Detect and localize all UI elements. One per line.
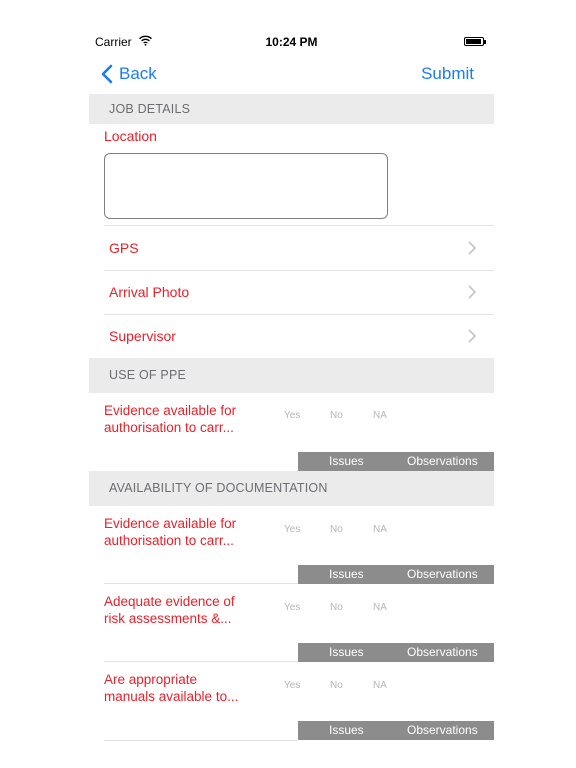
observations-button[interactable]: Observations <box>407 723 478 737</box>
back-button[interactable] <box>101 62 157 86</box>
option-na[interactable]: NA <box>373 680 387 691</box>
question-text <box>104 403 256 436</box>
question-line: Evidence available for <box>104 403 237 418</box>
question-line: Evidence available for <box>104 516 237 531</box>
section-header-availability: AVAILABILITY OF DOCUMENTATION <box>89 471 494 506</box>
question-line: manuals available to... <box>104 688 239 704</box>
option-na[interactable]: NA <box>373 410 387 421</box>
question-text <box>104 594 256 627</box>
row-arrival-photo[interactable] <box>89 270 494 314</box>
chevron-right-icon <box>468 241 476 255</box>
option-yes[interactable]: Yes <box>284 410 301 421</box>
question-line: risk assessments &... <box>104 610 232 626</box>
action-bar <box>298 721 494 740</box>
section-header-job-details: JOB DETAILS <box>89 94 494 124</box>
issues-button[interactable]: Issues <box>329 567 364 581</box>
action-bar <box>298 565 494 584</box>
phone-screen <box>89 28 494 768</box>
supervisor-label: Supervisor <box>109 328 176 344</box>
action-bar <box>298 452 494 471</box>
issues-button[interactable]: Issues <box>329 723 364 737</box>
location-input[interactable] <box>104 153 388 219</box>
carrier-label: Carrier <box>95 35 132 49</box>
issues-button[interactable]: Issues <box>329 645 364 659</box>
action-bar <box>298 643 494 662</box>
navigation-bar <box>89 56 494 94</box>
question-line: authorisation to carr... <box>104 532 234 548</box>
divider <box>104 740 298 741</box>
question-line: authorisation to carr... <box>104 419 234 435</box>
location-label: Location <box>104 128 157 144</box>
observations-button[interactable]: Observations <box>407 454 478 468</box>
option-no[interactable]: No <box>330 602 343 613</box>
status-bar <box>89 28 494 56</box>
battery-icon <box>464 37 484 46</box>
chevron-right-icon <box>468 329 476 343</box>
chevron-right-icon <box>468 285 476 299</box>
option-no[interactable]: No <box>330 680 343 691</box>
option-na[interactable]: NA <box>373 524 387 535</box>
gps-label: GPS <box>109 240 139 256</box>
question-line: Adequate evidence of <box>104 594 235 609</box>
question-text <box>104 672 256 705</box>
divider <box>104 661 298 662</box>
section-header-use-of-ppe: USE OF PPE <box>89 358 494 393</box>
option-na[interactable]: NA <box>373 602 387 613</box>
observations-button[interactable]: Observations <box>407 645 478 659</box>
submit-button[interactable]: Submit <box>421 64 474 83</box>
row-gps[interactable] <box>89 226 494 270</box>
option-no[interactable]: No <box>330 524 343 535</box>
question-text <box>104 516 256 549</box>
divider <box>104 583 298 584</box>
issues-button[interactable]: Issues <box>329 454 364 468</box>
arrival-photo-label: Arrival Photo <box>109 284 190 300</box>
question-line: Are appropriate <box>104 672 198 687</box>
chevron-left-icon <box>101 64 113 84</box>
observations-button[interactable]: Observations <box>407 567 478 581</box>
back-label: Back <box>119 64 157 83</box>
option-no[interactable]: No <box>330 410 343 421</box>
clock: 10:24 PM <box>265 35 318 49</box>
option-yes[interactable]: Yes <box>284 680 301 691</box>
row-supervisor[interactable] <box>89 314 494 358</box>
option-yes[interactable]: Yes <box>284 524 301 535</box>
option-yes[interactable]: Yes <box>284 602 301 613</box>
